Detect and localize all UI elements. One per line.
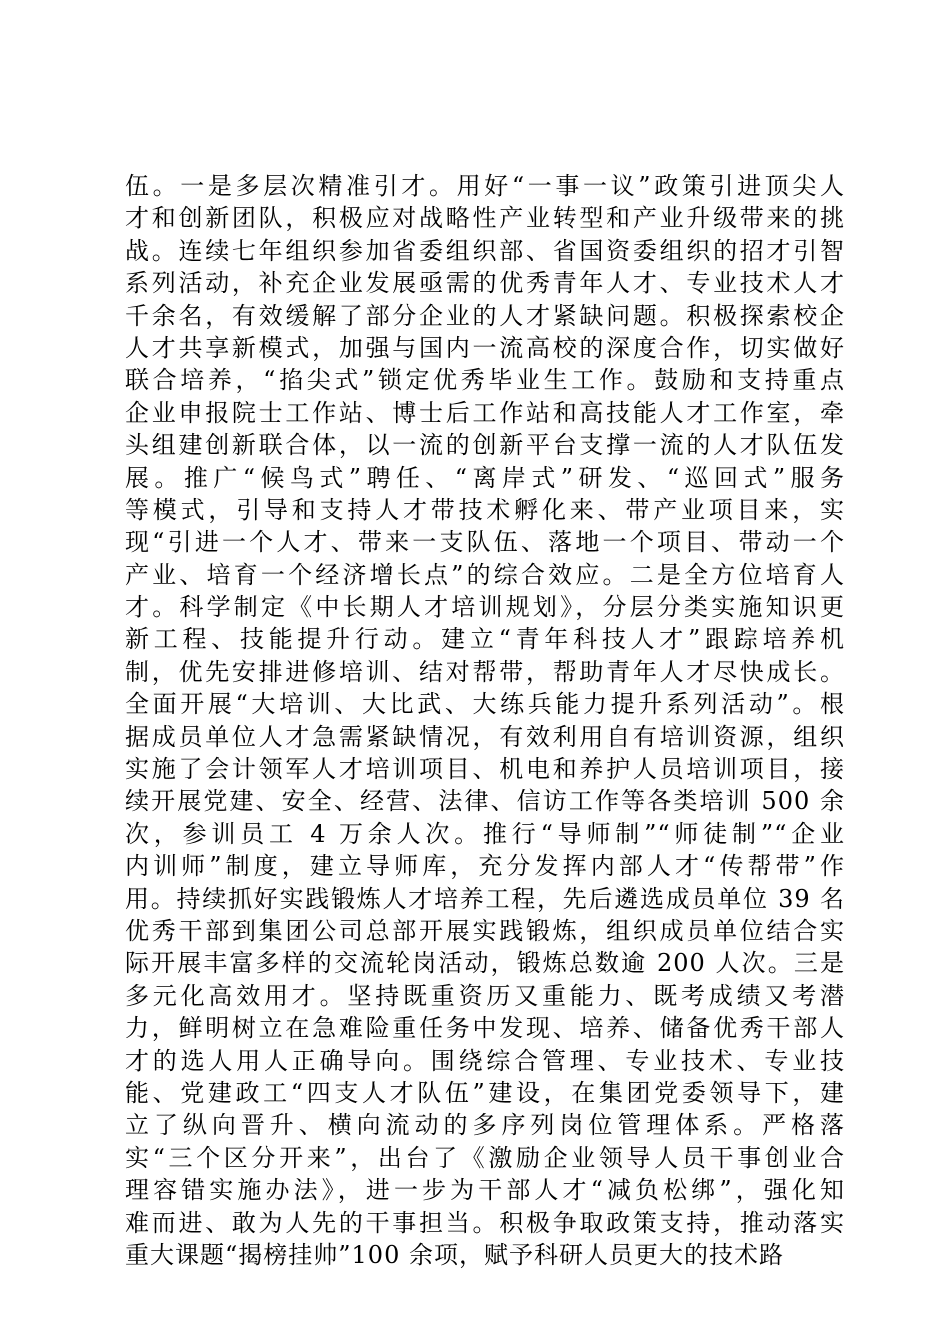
text-line: 制，优先安排进修培训、结对帮带，帮助青年人才尽快成长。 — [125, 657, 845, 686]
text-line: 展。推广“候鸟式”聘任、“离岸式”研发、“巡回式”服务 — [125, 463, 845, 492]
text-line: 千余名，有效缓解了部分企业的人才紧缺问题。积极探索校企 — [125, 301, 845, 330]
text-line: 现“引进一个人才、带来一支队伍、落地一个项目、带动一个 — [125, 528, 845, 557]
text-line: 难而进、敢为人先的干事担当。积极争取政策支持，推动落实 — [125, 1208, 845, 1237]
text-line: 才。科学制定《中长期人才培训规划》，分层分类实施知识更 — [125, 593, 845, 622]
text-line: 才和创新团队，积极应对战略性产业转型和产业升级带来的挑 — [125, 204, 845, 233]
text-line: 等模式，引导和支持人才带技术孵化来、带产业项目来，实 — [125, 495, 845, 524]
text-line: 力，鲜明树立在急难险重任务中发现、培养、储备优秀干部人 — [125, 1014, 845, 1043]
text-line: 战。连续七年组织参加省委组织部、省国资委组织的招才引智 — [125, 236, 845, 265]
text-line: 多元化高效用才。坚持既重资历又重能力、既考成绩又考潜 — [125, 981, 845, 1010]
text-line: 内训师”制度，建立导师库，充分发挥内部人才“传帮带”作 — [125, 852, 845, 881]
text-line: 次，参训员工 4 万余人次。推行“导师制”“师徒制”“企业 — [125, 819, 845, 848]
text-line: 重大课题“揭榜挂帅”100 余项，赋予科研人员更大的技术路 — [125, 1240, 784, 1269]
text-line: 产业、培育一个经济增长点”的综合效应。二是全方位培育人 — [125, 560, 845, 589]
text-line: 系列活动，补充企业发展亟需的优秀青年人才、专业技术人才 — [125, 269, 845, 298]
text-line: 伍。一是多层次精准引才。用好“一事一议”政策引进顶尖人 — [125, 172, 845, 200]
text-line: 立了纵向晋升、横向流动的多序列岗位管理体系。严格落 — [125, 1111, 845, 1140]
body-paragraph — [125, 170, 845, 1271]
text-line: 头组建创新联合体，以一流的创新平台支撑一流的人才队伍发 — [125, 431, 845, 460]
text-line: 新工程、技能提升行动。建立“青年科技人才”跟踪培养机 — [125, 625, 845, 654]
text-line: 优秀干部到集团公司总部开展实践锻炼，组织成员单位结合实 — [125, 916, 845, 945]
text-line: 实施了会计领军人才培训项目、机电和养护人员培训项目，接 — [125, 755, 845, 784]
text-line: 际开展丰富多样的交流轮岗活动，锻炼总数逾 200 人次。三是 — [125, 949, 845, 978]
text-line: 能、党建政工“四支人才队伍”建设，在集团党委领导下，建 — [125, 1078, 845, 1107]
text-line: 才的选人用人正确导向。围绕综合管理、专业技术、专业技 — [125, 1046, 845, 1075]
text-line: 续开展党建、安全、经营、法律、信访工作等各类培训 500 余 — [125, 787, 845, 816]
text-line: 用。持续抓好实践锻炼人才培养工程，先后遴选成员单位 39 名 — [125, 884, 845, 913]
text-line: 据成员单位人才急需紧缺情况，有效利用自有培训资源，组织 — [125, 722, 845, 751]
text-line: 全面开展“大培训、大比武、大练兵能力提升系列活动”。根 — [125, 690, 845, 719]
text-line: 联合培养，“掐尖式”锁定优秀毕业生工作。鼓励和支持重点 — [125, 366, 845, 395]
text-line: 企业申报院士工作站、博士后工作站和高技能人才工作室，牵 — [125, 398, 845, 427]
text-line: 理容错实施办法》，进一步为干部人才“减负松绑”，强化知 — [125, 1176, 845, 1205]
text-line: 实“三个区分开来”，出台了《激励企业领导人员干事创业合 — [125, 1143, 845, 1172]
text-line: 人才共享新模式，加强与国内一流高校的深度合作，切实做好 — [125, 333, 845, 362]
